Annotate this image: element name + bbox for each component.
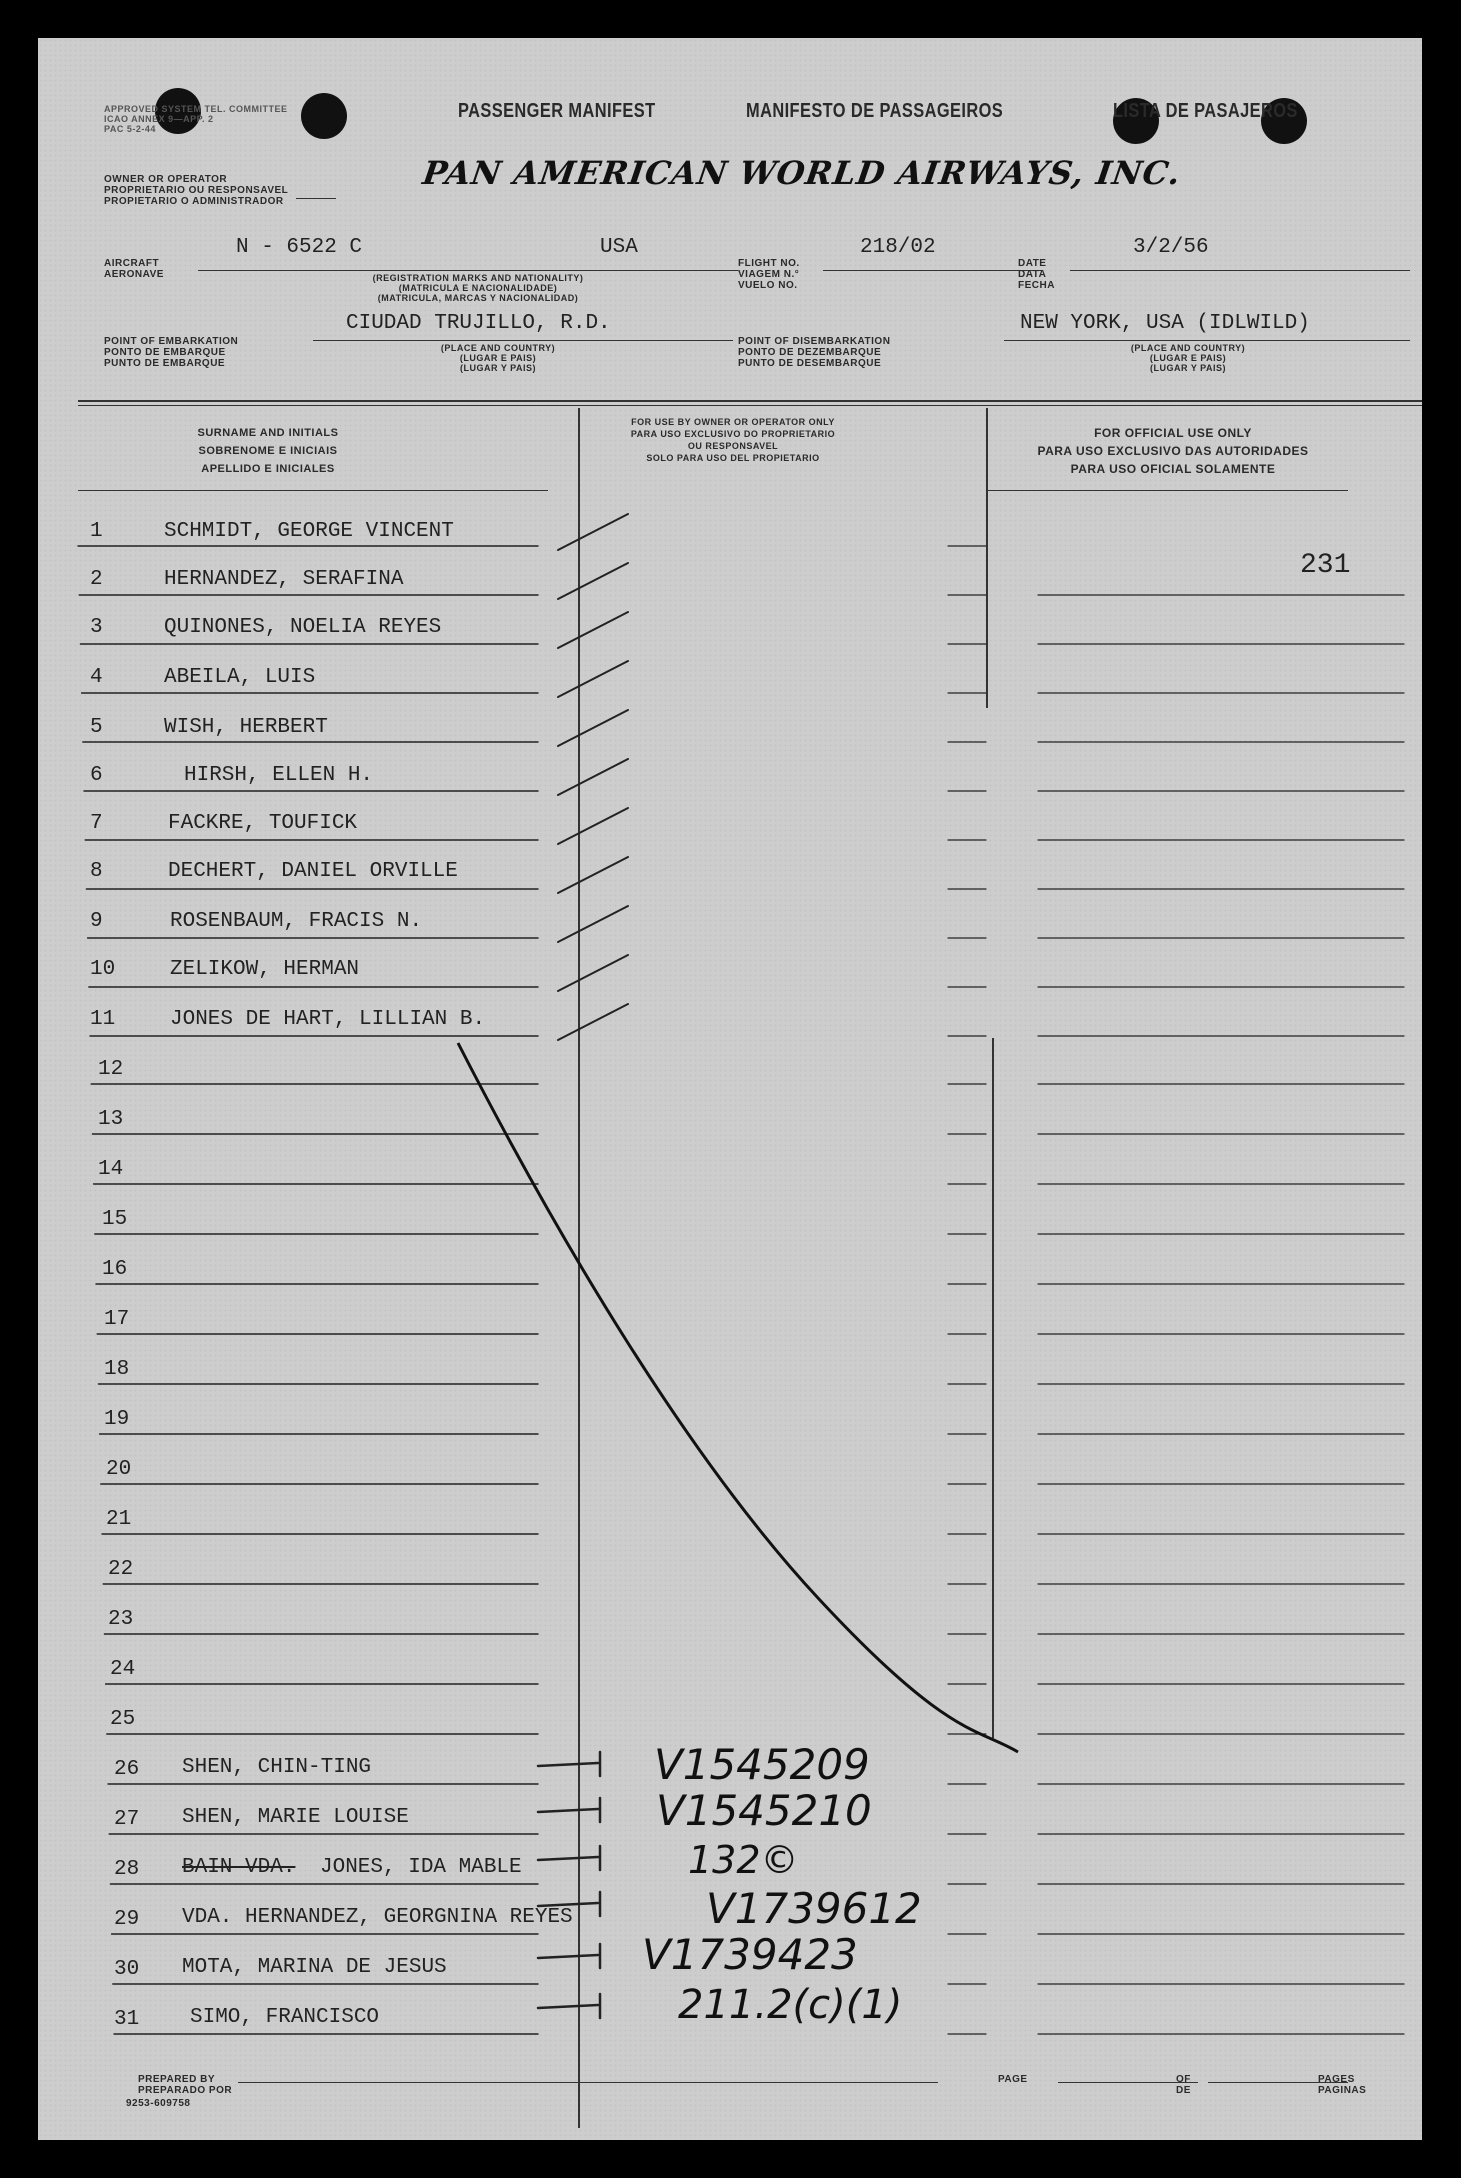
handwritten-visa-number: 132© — [688, 1838, 799, 1882]
passenger-name: ZELIKOW, HERMAN — [170, 958, 360, 981]
embarkation-caption: (PLACE AND COUNTRY) (LUGAR E PAIS) (LUGAR Y PAIS) — [440, 343, 556, 373]
handwritten-dash — [538, 1857, 598, 1860]
column-divider — [986, 408, 988, 708]
approval-text: APPROVED SYSTEM TEL. COMMITTEE ICAO ANNEX 9—APP. 2 PAC 5-2-44 — [104, 104, 288, 134]
official-column-header: FOR OFFICIAL USE ONLY PARA USO EXCLUSIVO DAS AUTORIDADES PARA USO OFICIAL SOLAMENTE — [1037, 426, 1309, 476]
embarkation-label: POINT OF EMBARKATION PONTO DE EMBARQUE PUNTO DE EMBARQUE — [104, 336, 239, 369]
pages-label: PAGES PAGINAS — [1318, 2074, 1367, 2096]
row-number: 11 — [90, 1008, 116, 1031]
punch-hole — [301, 93, 347, 139]
row-number: 12 — [98, 1058, 124, 1081]
passenger-name: SCHMIDT, GEORGE VINCENT — [164, 520, 454, 543]
disembarkation-label: POINT OF DISEMBARKATION PONTO DE DEZEMBARQUE PUNTO DE DESEMBARQUE — [738, 336, 891, 369]
row-number: 13 — [98, 1108, 124, 1131]
row-number: 18 — [104, 1358, 130, 1381]
handwritten-visa-number: V1739612 — [706, 1884, 922, 1933]
of-label: OF DE — [1176, 2074, 1191, 2096]
passenger-name: DECHERT, DANIEL ORVILLE — [168, 860, 458, 883]
passenger-name: SHEN, MARIE LOUISE — [182, 1806, 409, 1829]
passenger-name: ABEILA, LUIS — [164, 666, 316, 689]
row-number: 27 — [114, 1808, 140, 1831]
registration-caption: (REGISTRATION MARKS AND NATIONALITY) (MATRICULA E NACIONALIDADE) (MATRICULA, MARCAS Y NACIONALIDAD) — [372, 273, 584, 303]
title-english: PASSENGER MANIFEST — [458, 100, 656, 122]
row-number: 8 — [90, 860, 103, 883]
row-number: 14 — [98, 1158, 124, 1181]
check-mark — [558, 1004, 628, 1040]
handwritten-visa-number: 211.2(c)(1) — [678, 1982, 903, 2028]
handwritten-dash — [538, 1763, 598, 1766]
handwritten-dash — [538, 1809, 598, 1812]
passenger-name: HIRSH, ELLEN H. — [184, 764, 374, 787]
flight-number: 218/02 — [860, 236, 936, 259]
airline-name: PAN AMERICAN WORLD AIRWAYS, INC. — [420, 154, 1184, 192]
row-number: 2 — [90, 568, 103, 591]
prepared-by-label: PREPARED BY PREPARADO POR — [138, 2074, 233, 2096]
aircraft-label: AIRCRAFT AERONAVE — [104, 258, 164, 280]
passenger-name: HERNANDEZ, SERAFINA — [164, 568, 404, 591]
row-number: 23 — [108, 1608, 134, 1631]
aircraft-nationality: USA — [600, 236, 638, 259]
handwritten-visa-number: V1545209 — [654, 1740, 870, 1789]
row-number: 26 — [114, 1758, 140, 1781]
owner-column-header: FOR USE BY OWNER OR OPERATOR ONLY PARA USO EXCLUSIVO DO PROPRIETARIO OU RESPONSAVEL SOLO PARA USO DEL PROPIETARIO — [630, 417, 836, 463]
row-number: 10 — [90, 958, 116, 981]
official-note: 231 — [1300, 550, 1351, 581]
row-number: 29 — [114, 1908, 140, 1931]
passenger-name: ROSENBAUM, FRACIS N. — [170, 910, 423, 933]
passenger-name: JONES, IDA MABLE — [320, 1856, 522, 1879]
row-number: 20 — [106, 1458, 132, 1481]
surname-column-header: SURNAME AND INITIALS SOBRENOME E INICIAIS APELLIDO E INICIALES — [197, 427, 339, 475]
check-mark — [558, 759, 628, 795]
manifest-page — [38, 38, 1422, 2140]
row-number: 25 — [110, 1708, 136, 1731]
page-label: PAGE — [998, 2074, 1028, 2085]
row-number: 17 — [104, 1308, 130, 1331]
passenger-name: WISH, HERBERT — [164, 716, 328, 739]
passenger-name: VDA. HERNANDEZ, GEORGNINA REYES — [182, 1906, 573, 1929]
row-number: 30 — [114, 1958, 140, 1981]
disembarkation-value: NEW YORK, USA (IDLWILD) — [1020, 312, 1310, 335]
check-mark — [558, 906, 628, 942]
handwritten-dash — [538, 2005, 598, 2008]
passenger-name: SHEN, CHIN-TING — [182, 1756, 372, 1779]
row-number: 16 — [102, 1258, 128, 1281]
flight-label: FLIGHT NO. VIAGEM N.° VUELO NO. — [738, 258, 800, 291]
check-mark — [558, 514, 628, 550]
passenger-name: MOTA, MARINA DE JESUS — [182, 1956, 447, 1979]
column-divider — [578, 408, 580, 2128]
check-mark — [558, 710, 628, 746]
title-spanish: LISTA DE PASAJEROS — [1113, 100, 1298, 122]
cancel-stroke — [458, 1043, 1018, 1752]
check-mark — [558, 955, 628, 991]
date-value: 3/2/56 — [1133, 236, 1209, 259]
row-number: 3 — [90, 616, 103, 639]
aircraft-registration: N - 6522 C — [236, 236, 363, 259]
row-number: 19 — [104, 1408, 130, 1431]
owner-label: OWNER OR OPERATOR PROPRIETARIO OU RESPONSAVEL PROPIETARIO O ADMINISTRADOR — [104, 174, 289, 207]
passenger-name: JONES DE HART, LILLIAN B. — [170, 1008, 486, 1031]
row-number: 6 — [90, 764, 103, 787]
title-portuguese: MANIFESTO DE PASSAGEIROS — [746, 100, 1004, 122]
embarkation-value: CIUDAD TRUJILLO, R.D. — [346, 312, 611, 335]
check-mark — [558, 612, 628, 648]
passenger-name: FACKRE, TOUFICK — [168, 812, 358, 835]
disembarkation-caption: (PLACE AND COUNTRY) (LUGAR E PAIS) (LUGAR Y PAIS) — [1130, 343, 1246, 373]
row-number: 7 — [90, 812, 103, 835]
check-mark — [558, 857, 628, 893]
check-mark — [558, 563, 628, 599]
row-number: 4 — [90, 666, 103, 689]
passenger-name: SIMO, FRANCISCO — [190, 2006, 380, 2029]
row-number: 24 — [110, 1658, 136, 1681]
row-number: 5 — [90, 716, 103, 739]
struck-prefix: BAIN VDA. — [182, 1856, 296, 1879]
date-label: DATE DATA FECHA — [1018, 258, 1055, 291]
passenger-name: QUINONES, NOELIA REYES — [164, 616, 442, 639]
row-number: 28 — [114, 1858, 140, 1881]
form-number: 9253-609758 — [126, 2098, 191, 2109]
handwritten-dash — [538, 1955, 598, 1958]
row-number: 22 — [108, 1558, 134, 1581]
check-mark — [558, 661, 628, 697]
row-number: 31 — [114, 2008, 140, 2031]
handwritten-visa-number: V1739423 — [642, 1930, 858, 1979]
check-mark — [558, 808, 628, 844]
row-number: 9 — [90, 910, 103, 933]
row-number: 1 — [90, 520, 103, 543]
row-number: 21 — [106, 1508, 132, 1531]
column-divider — [992, 1038, 994, 1738]
handwritten-visa-number: V1545210 — [656, 1786, 872, 1835]
row-number: 15 — [102, 1208, 128, 1231]
